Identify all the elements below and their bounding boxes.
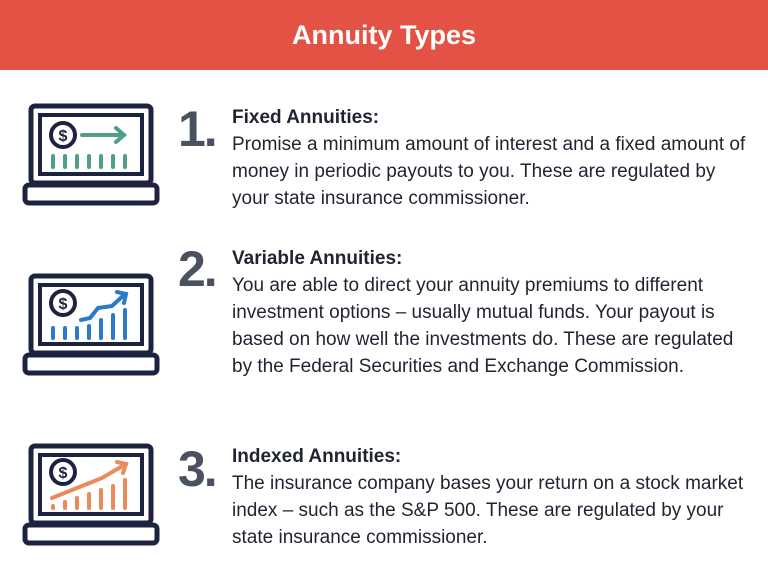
svg-text:$: $ (58, 465, 68, 482)
item-title: Variable Annuities: (232, 248, 403, 269)
svg-text:$: $ (58, 296, 68, 313)
laptop-flat-arrow-icon (22, 100, 162, 210)
item-number: 2. (178, 241, 216, 297)
svg-text:$: $ (58, 128, 68, 145)
item-title: Indexed Annuities: (232, 446, 402, 467)
item-number: 3. (178, 441, 216, 497)
laptop-rising-chart-icon (22, 270, 162, 380)
item-description: The insurance company bases your return on a stock market index – such as the S&P 500. These are regulated by your state insurance commissioner. (232, 473, 744, 548)
laptop-growth-chart-icon (22, 440, 162, 550)
item-title: Fixed Annuities: (232, 107, 380, 128)
item-description: Promise a minimum amount of interest and a fixed amount of money in periodic payouts to you. These are regulated by your state insurance commissioner. (232, 134, 746, 209)
page-title: Annuity Types (291, 19, 477, 50)
header-banner (0, 0, 768, 70)
item-number: 1. (178, 101, 216, 157)
item-description: You are able to direct your annuity premiums to different investment options – usually mutual funds. Your payout is based on how well the investments do. These are regulated by the Federal Securities and Exchange Commission. (232, 275, 734, 377)
